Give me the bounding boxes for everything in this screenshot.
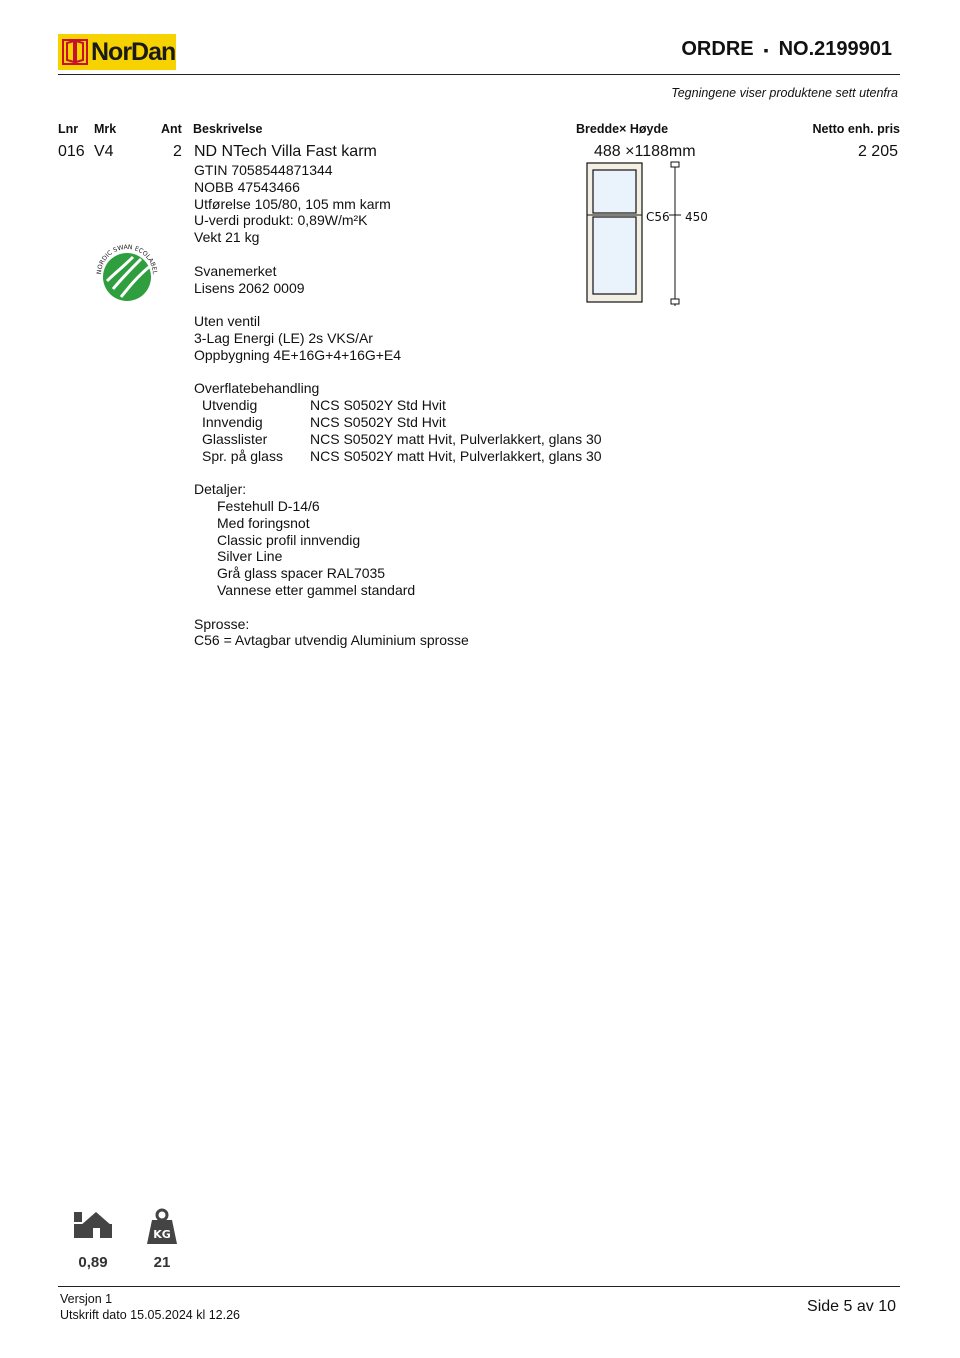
drawing-note: Tegningene viser produktene sett utenfra [671,86,898,100]
glass-line: Uten ventil [194,313,261,330]
detail-line: Med foringsnot [217,514,310,531]
version: Versjon 1 [60,1292,113,1306]
detail-line: Classic profil innvendig [217,531,361,548]
glass-line: Oppbygning 4E+16G+4+16G+E4 [194,346,402,363]
surface-label: Utvendig [202,397,258,414]
surface-title: Overflatebehandling [194,380,320,397]
surface-table [194,397,602,464]
footer-info [60,1292,240,1323]
item-price: 2 205 [857,143,898,160]
weight-icon [146,1208,178,1246]
glass-line: 3-Lag Energi (LE) 2s VKS/Ar [194,329,373,346]
detail-line: Silver Line [217,548,283,565]
order-separator: ▪ [763,41,769,58]
surface-value: NCS S0502Y Std Hvit [310,397,446,414]
item-ant: 2 [173,143,182,160]
dimension-label: 450 [685,210,708,224]
details-title: Detaljer: [194,481,247,498]
u-value: 0,89 [78,1254,108,1271]
detail-line: Festehull D-14/6 [217,497,320,514]
spec-line: GTIN 7058544871344 [194,162,333,178]
brand-name: NorDan [91,38,176,66]
weight-badge: KG [153,1228,171,1241]
spec-line: Vekt 21 kg [194,229,260,246]
surface-label: Spr. på glass [202,447,283,464]
item-lnr: 016 [58,143,85,160]
window-drawing [580,160,720,310]
page-number: Side 5 av 10 [807,1298,896,1315]
item-name: ND NTech Villa Fast karm [194,143,377,160]
detail-line: Grå glass spacer RAL7035 [217,565,386,582]
col-mrk: Mrk [94,122,117,136]
order-label: ORDRE [681,38,754,60]
spec-line: NOBB 47543466 [194,178,300,195]
spec-line: Utførelse 105/80, 105 mm karm [194,195,391,212]
ecolabel-text: NORDIC SWAN ECOLABEL [95,243,159,275]
weight-value: 21 [153,1254,171,1271]
header-divider [58,74,900,75]
spec-line: U-verdi produkt: 0,89W/m²K [194,212,368,229]
window-logo-icon [62,39,88,65]
order-title [681,38,892,61]
bar-label: C56 [646,210,670,224]
surface-value: NCS S0502Y matt Hvit, Pulverlakkert, glans 30 [310,447,602,464]
surface-value: NCS S0502Y matt Hvit, Pulverlakkert, glans 30 [310,430,602,447]
item-description [194,162,602,649]
nordan-logo [58,34,176,70]
footer-divider [58,1286,900,1287]
col-ant: Ant [161,122,182,136]
col-price: Netto enh. pris [812,122,900,136]
detail-line: Vannese etter gammel standard [217,581,416,598]
sprosse-title: Sprosse: [194,615,250,632]
print-date: Utskrift dato 15.05.2024 kl 12.26 [60,1307,240,1322]
col-lnr: Lnr [58,122,79,136]
order-number: NO.2199901 [778,38,892,60]
eco-line: Svanemerket [194,262,277,279]
surface-label: Glasslister [202,430,268,447]
surface-label: Innvendig [202,413,263,430]
eco-line: Lisens 2062 0009 [194,279,305,296]
item-dimensions: 488 ×1188mm [594,143,696,160]
nordic-swan-ecolabel-icon [95,243,159,305]
col-dimensions: Bredde× Høyde [576,122,669,136]
item-mrk: V4 [94,143,114,160]
surface-value: NCS S0502Y Std Hvit [310,413,446,430]
u-value-house-icon [72,1208,114,1244]
col-beskrivelse: Beskrivelse [193,122,263,136]
sprosse-line: C56 = Avtagbar utvendig Aluminium sprosse [194,632,469,649]
